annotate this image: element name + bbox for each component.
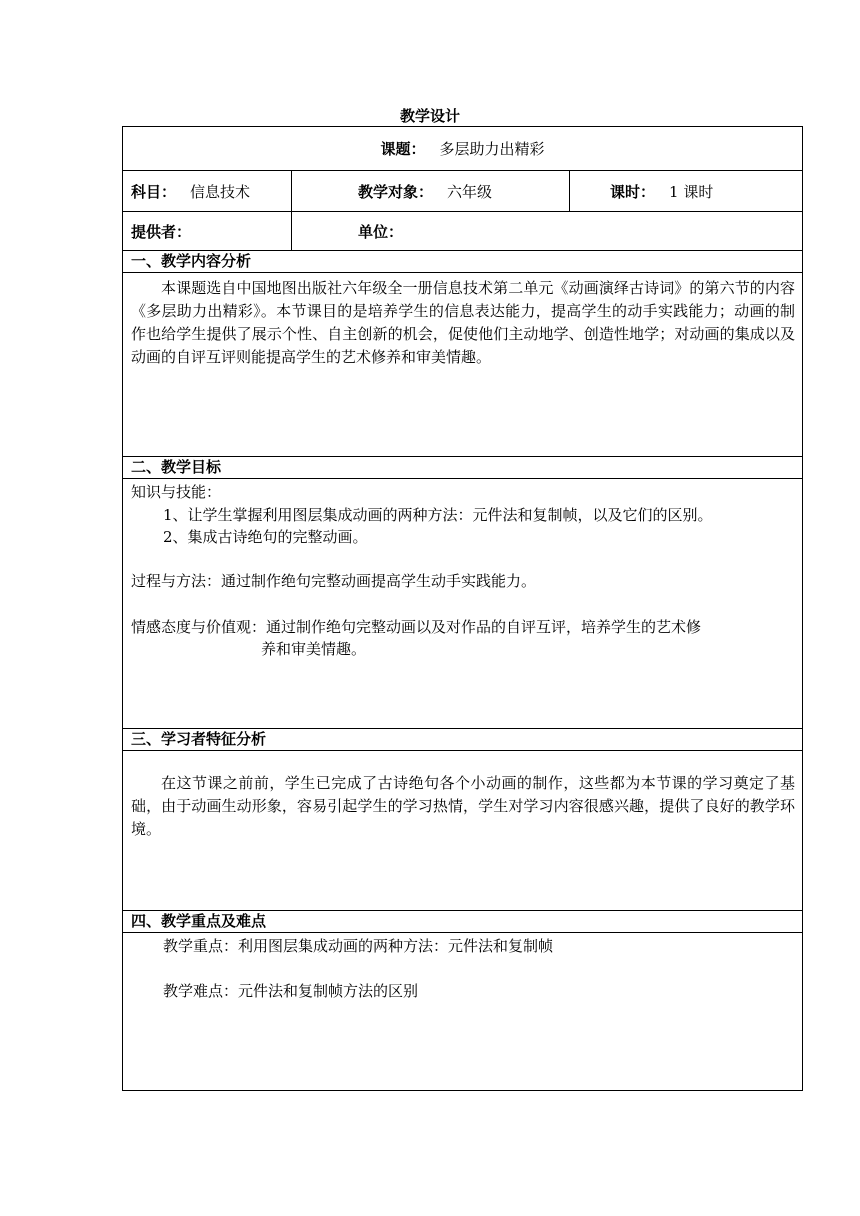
learner-analysis-text: 在这节课之前前，学生已完成了古诗绝句各个小动画的制作，这些都为本节课的学习奠定了基础，由于动画生动形象，容易引起学生的学习热情，学生对学习内容很感兴趣，提供了良好的教学环境。	[131, 774, 795, 838]
knowledge-skills-label: 知识与技能：	[131, 483, 222, 501]
periods-cell	[569, 171, 802, 211]
periods-value: 1 课时	[669, 182, 714, 201]
document-title: 教学设计	[399, 107, 460, 125]
audience-label: 教学对象：	[358, 182, 434, 201]
teaching-difficulty-text: 教学难点：元件法和复制帧方法的区别	[163, 982, 419, 1000]
subject-value: 信息技术	[190, 182, 251, 201]
lesson-plan-table	[122, 126, 803, 1091]
unit-label: 单位：	[358, 222, 404, 241]
content-analysis-heading: 一、教学内容分析	[123, 251, 802, 273]
provider-row	[123, 212, 802, 251]
learner-analysis-heading: 三、学习者特征分析	[123, 729, 802, 751]
process-methods-text: 过程与方法：通过制作绝句完整动画提高学生动手实践能力。	[131, 572, 537, 590]
topic-value: 多层助力出精彩	[439, 140, 545, 158]
unit-cell	[291, 212, 802, 250]
keypoints-heading: 四、教学重点及难点	[123, 911, 802, 933]
teaching-goals-heading: 二、教学目标	[123, 457, 802, 479]
provider-cell	[131, 212, 291, 250]
topic-row	[123, 127, 802, 171]
info-row	[123, 171, 802, 212]
emotion-values-text: 情感态度与价值观：通过制作绝句完整动画以及对作品的自评互评，培养学生的艺术修	[131, 618, 702, 636]
knowledge-item: 2、集成古诗绝句的完整动画。	[163, 528, 368, 546]
provider-label: 提供者：	[131, 222, 192, 241]
audience-value: 六年级	[447, 182, 493, 201]
periods-label: 课时：	[610, 182, 656, 201]
knowledge-item: 1、让学生掌握利用图层集成动画的两种方法：元件法和复制帧，以及它们的区别。	[163, 506, 713, 524]
content-analysis-text: 本课题选自中国地图出版社六年级全一册信息技术第二单元《动画演绎古诗词》的第六节的内容《多层助力出精彩》。本节课目的是培养学生的信息表达能力，提高学生的动手实践能力；动画的制作也给学生提供了展示个性、自主创新的机会，促使他们主动地学、创造性地学；对动画的集成以及动画的自评互评则能提高学生的艺术修养和审美情趣。	[131, 279, 795, 366]
teaching-focus-text: 教学重点：利用图层集成动画的两种方法：元件法和复制帧	[163, 937, 554, 955]
subject-label: 科目：	[131, 182, 177, 201]
topic-label: 课题：	[380, 140, 426, 158]
audience-cell	[291, 171, 569, 211]
emotion-values-text-cont: 养和审美情趣。	[261, 640, 367, 658]
subject-cell	[131, 171, 291, 211]
